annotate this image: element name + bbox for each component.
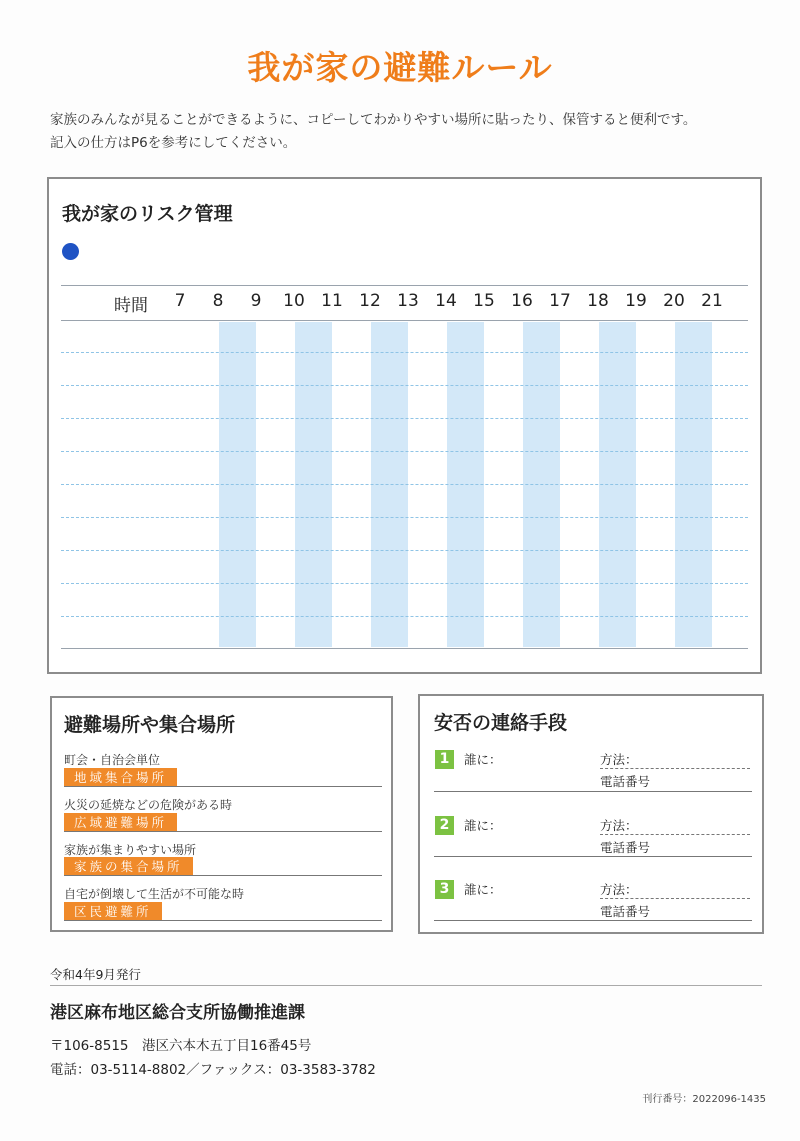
hour-17: 17 [549, 291, 571, 311]
risk-management-panel [47, 177, 762, 674]
contact-write-line [434, 856, 752, 857]
hour-20: 20 [663, 291, 685, 311]
contact-number-2: 2 [435, 816, 454, 835]
timeline-row-line [61, 352, 748, 353]
hour-18: 18 [587, 291, 609, 311]
contact-write-line [434, 791, 752, 792]
contact-write-line [434, 920, 752, 921]
timeline-row-line [61, 484, 748, 485]
hour-11: 11 [321, 291, 343, 311]
contact-method-1: 方法： [600, 752, 638, 767]
timeline-row-line [61, 517, 748, 518]
contact-phone-2: 電話番号 [600, 840, 651, 855]
shelter-desc-4: 自宅が倒壊して生活が不可能な時 [64, 887, 245, 901]
timeline-row-line [61, 583, 748, 584]
contact-number-1: 1 [435, 750, 454, 769]
intro-line-1: 家族のみんなが見ることができるように、コピーしてわかりやすい場所に貼ったり、保管すると便利です。 [50, 112, 697, 128]
timeline-row-line [61, 616, 748, 617]
hour-19: 19 [625, 291, 647, 311]
contact-method-line [600, 834, 750, 835]
timeline-row-line [61, 385, 748, 386]
blue-dot-marker [62, 243, 79, 260]
contact-method-line [600, 768, 750, 769]
shelter-badge-local-assembly: 地域集合場所 [64, 768, 177, 787]
issue-date: 令和4年9月発行 [50, 967, 141, 982]
timeline-header-rule [61, 320, 748, 321]
contact-who-2: 誰に： [464, 818, 502, 833]
hour-13: 13 [397, 291, 419, 311]
department-name: 港区麻布地区総合支所協働推進課 [50, 1003, 305, 1023]
evacuation-places-panel [50, 696, 393, 932]
shelter-write-line [64, 831, 382, 832]
contact-method-line [600, 898, 750, 899]
hour-8: 8 [212, 291, 224, 311]
shelter-desc-1: 町会・自治会単位 [64, 753, 161, 767]
contact-phone-1: 電話番号 [600, 774, 651, 789]
shelter-write-line [64, 786, 382, 787]
hour-9: 9 [250, 291, 262, 311]
hour-14: 14 [435, 291, 457, 311]
intro-line-2: 記入の仕方はP6を参考にしてください。 [50, 135, 297, 151]
time-label: 時間 [114, 296, 148, 316]
safety-contact-panel [418, 694, 764, 934]
shelter-panel-title: 避難場所や集合場所 [64, 714, 236, 736]
hour-16: 16 [511, 291, 533, 311]
risk-panel-title: 我が家のリスク管理 [62, 203, 233, 225]
contact-who-1: 誰に： [464, 752, 502, 767]
timeline-bottom-rule [61, 648, 748, 649]
timeline-row-line [61, 550, 748, 551]
shelter-badge-family: 家族の集合場所 [64, 857, 193, 876]
footer-divider [50, 985, 762, 986]
hour-21: 21 [701, 291, 723, 311]
hour-10: 10 [283, 291, 305, 311]
timeline-row-line [61, 418, 748, 419]
contact-method-2: 方法： [600, 818, 638, 833]
timeline-top-rule [61, 285, 748, 286]
department-phone-fax: 電話：03-5114-8802／ファックス：03-3583-3782 [50, 1062, 376, 1078]
shelter-write-line [64, 920, 382, 921]
contact-number-3: 3 [435, 880, 454, 899]
shelter-desc-3: 家族が集まりやすい場所 [64, 843, 197, 857]
shelter-badge-ward-shelter: 区民避難所 [64, 902, 162, 921]
timeline-row-line [61, 451, 748, 452]
hour-12: 12 [359, 291, 381, 311]
shelter-desc-2: 火災の延焼などの危険がある時 [64, 798, 233, 812]
contact-method-3: 方法： [600, 882, 638, 897]
department-address: 〒106-8515 港区六本木五丁目16番45号 [50, 1038, 312, 1054]
hour-15: 15 [473, 291, 495, 311]
page-title: 我が家の避難ルール [247, 48, 553, 87]
publication-number: 刊行番号：2022096-1435 [642, 1094, 766, 1105]
shelter-badge-wide-area: 広域避難場所 [64, 813, 177, 832]
contact-panel-title: 安否の連絡手段 [434, 712, 568, 734]
contact-phone-3: 電話番号 [600, 904, 651, 919]
hour-7: 7 [174, 291, 186, 311]
contact-who-3: 誰に： [464, 882, 502, 897]
shelter-write-line [64, 875, 382, 876]
